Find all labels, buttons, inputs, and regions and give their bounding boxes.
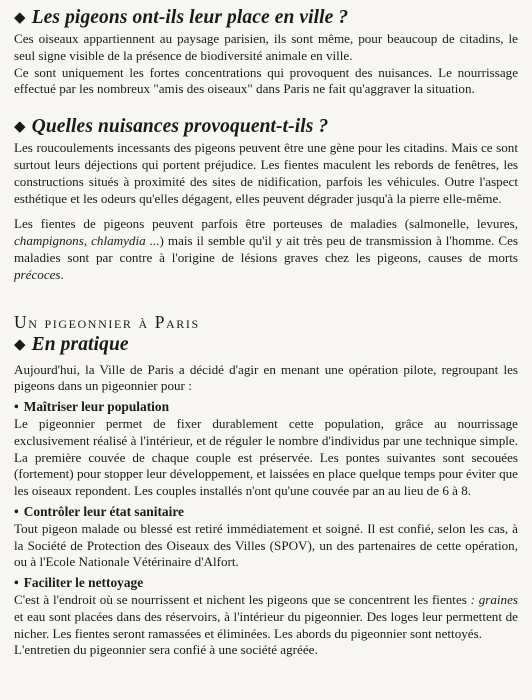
bullet-dot-icon: • <box>14 575 19 591</box>
diamond-bullet-icon: ◆ <box>14 336 26 353</box>
paragraph: L'entretien du pigeonnier sera confié à une société agréée. <box>14 642 318 658</box>
diamond-bullet-icon: ◆ <box>14 119 26 136</box>
heading-en-pratique <box>14 333 518 358</box>
bullet-title: • Contrôler leur état sanitaire <box>14 503 184 519</box>
heading-place-en-ville <box>14 6 518 31</box>
italic-text: précoces <box>14 266 61 282</box>
paragraph: Ces oiseaux appartiennent au paysage parisien, ils sont même, pour beaucoup de citadins, le seul signe visible de la présence de biodiversité animale en ville. <box>14 31 518 63</box>
text-span: Les fientes de pigeons peuvent parfois être porteuses de maladies (salmonelle, levures, <box>14 216 518 232</box>
paragraph: Ce sont uniquement les fortes concentrations qui provoquent des nuisances. Le nourrissage effectué par les nombreux "amis des oiseaux" dans Paris ne fait qu'aggraver la situation. <box>14 64 518 97</box>
paragraph <box>14 592 518 642</box>
text-span: . <box>60 266 64 282</box>
bullet-dot-icon: • <box>14 399 19 415</box>
bullet-dot-icon: • <box>14 503 19 519</box>
paragraph: Les roucoulements incessants des pigeons peuvent être une gène pour les citadins. Mais ce sont surtout leurs déjections qui portent préjudice. Les fientes maculent les rebords de fenêtres, les constructions situés à proximité des sites de nidification, parfois les véhicules. Outre l'aspect esthétique et les odeurs qu'elles dégagent, elles peuvent dégrader jusqu'à la pierre elle-même. <box>14 140 518 206</box>
italic-text: champignons, chlamydia ... <box>14 233 160 249</box>
paragraph: Aujourd'hui, la Ville de Paris a décidé d'agir en menant une opération pilote, regroupant les pigeons dans un pigeonnier pour : <box>14 361 518 394</box>
bullet-title: • Maîtriser leur population <box>14 399 170 415</box>
paragraph: Tout pigeon malade ou blessé est retiré immédiatement et soigné. Il est confié, selon les cas, à la Société de Protection des Oiseaux des Villes (SPOV), un des partenaires de cette opération, ou à l'Ecole Nationale Vétérinaire d'Alfort. <box>14 520 518 570</box>
text-span: C'est à l'endroit où se nourrissent et nichent les pigeons que se concentrent les fientes <box>14 591 471 607</box>
heading-text: En pratique <box>31 333 129 355</box>
paragraph <box>14 216 518 283</box>
text-span: et eau sont placées dans des réservoirs, à l'intérieur du pigeonnier. Des loges leur permettent de nicher. Les fientes seront ramassées et éliminées. Les abords du pigeonnier sont nettoyés. <box>14 608 518 641</box>
heading-text: Les pigeons ont-ils leur place en ville ? <box>31 7 349 28</box>
section-title: Un pigeonnier à Paris <box>14 311 200 332</box>
diamond-bullet-icon: ◆ <box>14 10 26 26</box>
text-span: ) mais il semble qu'il y ait très peu de transmission à l'homme. Ces maladies sont par contre à l'origine de lésions graves chez les pigeons, causes de morts <box>14 233 518 265</box>
paragraph: Le pigeonnier permet de fixer durablement cette population, grâce au nourrissage exclusivement réalisé à l'intérieur, et de réguler le nombre d'individus par une technique simple. La première couvée de chaque couple est préservée. Les pontes suivantes sont secouées (fortement) pour stopper leur développement, et laissées en place quelque temps pour éviter que les oiseaux repondent. Les couples installés n'ont qu'une couvée par an au lieu de 6 à 8. <box>14 415 518 499</box>
heading-text: Quelles nuisances provoquent-t-ils ? <box>31 116 329 138</box>
heading-nuisances <box>14 115 518 140</box>
bullet-title: • Faciliter le nettoyage <box>14 575 144 591</box>
italic-text: : graines <box>470 591 519 607</box>
